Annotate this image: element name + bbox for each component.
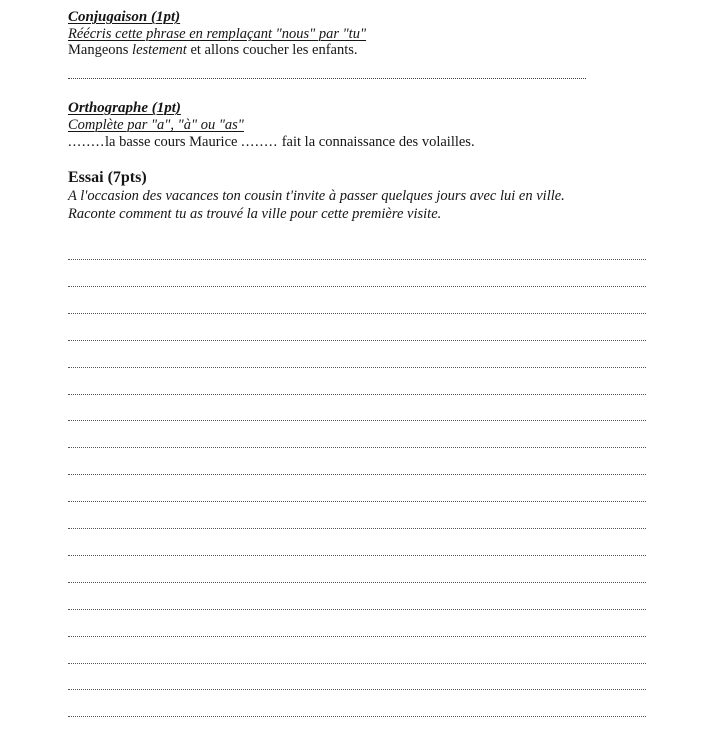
conjugaison-section [68, 9, 653, 79]
orthographe-instruction: Complète par "a", "à" ou "as" [68, 117, 244, 133]
exam-sheet [68, 9, 653, 703]
essai-answer-line[interactable] [68, 286, 646, 287]
conjugaison-title: Conjugaison (1pt) [68, 9, 181, 25]
essai-answer-line[interactable] [68, 689, 646, 690]
essai-answer-area [68, 223, 653, 703]
essai-answer-line[interactable] [68, 367, 646, 368]
essai-answer-line[interactable] [68, 609, 646, 610]
essai-answer-line[interactable] [68, 636, 646, 637]
conjugaison-sentence [68, 42, 653, 59]
essai-answer-line[interactable] [68, 528, 646, 529]
sentence-end: et allons coucher les enfants. [186, 42, 358, 58]
sentence-italic-word: lestement [132, 42, 187, 58]
sentence-start: Mangeons [68, 42, 133, 58]
orthographe-part-1: la basse cours Maurice [105, 134, 242, 150]
essai-answer-line[interactable] [68, 394, 646, 395]
essai-answer-line[interactable] [68, 420, 646, 421]
orthographe-blank-2[interactable]: ........ [241, 134, 279, 150]
essai-answer-line[interactable] [68, 259, 646, 260]
orthographe-sentence [68, 134, 653, 151]
essai-answer-line[interactable] [68, 447, 646, 448]
essai-title: Essai (7pts) [68, 169, 147, 186]
essai-prompt-line-2: Raconte comment tu as trouvé la ville pour cette première visite. [68, 206, 442, 222]
orthographe-section [68, 100, 653, 151]
essai-answer-line[interactable] [68, 340, 646, 341]
essai-answer-line[interactable] [68, 474, 646, 475]
essai-section [68, 168, 653, 223]
essai-answer-line[interactable] [68, 716, 646, 717]
essai-answer-line[interactable] [68, 663, 646, 664]
essai-answer-line[interactable] [68, 555, 646, 556]
essai-prompt-line-1: A l'occasion des vacances ton cousin t'invite à passer quelques jours avec lui en ville. [68, 188, 565, 204]
conjugaison-instruction: Réécris cette phrase en remplaçant "nous" par "tu" [68, 26, 367, 42]
orthographe-blank-1[interactable]: ........ [68, 134, 105, 150]
essai-answer-line[interactable] [68, 313, 646, 314]
orthographe-title: Orthographe (1pt) [68, 100, 181, 116]
essai-answer-line[interactable] [68, 501, 646, 502]
orthographe-part-2: fait la connaissance des volailles. [278, 134, 475, 150]
essai-answer-line[interactable] [68, 582, 646, 583]
